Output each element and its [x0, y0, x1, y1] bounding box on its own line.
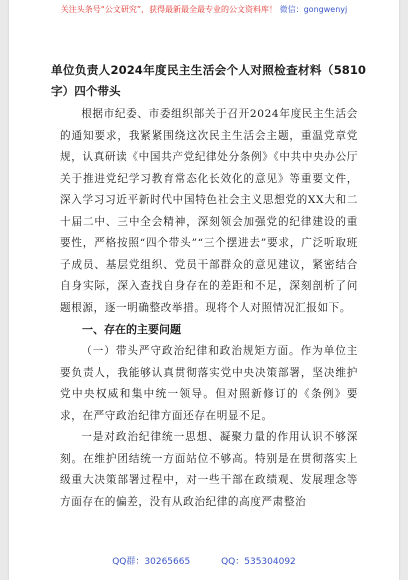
banner-promo-text: 关注头条号“公文研究”，获得最新最全最专业的公文资料库！: [60, 5, 278, 14]
top-banner: [9, 4, 399, 16]
intro-paragraph: 根据市纪委、市委组织部关于召开2024年度民主生活会的通知要求，我紧紧围绕这次民主生活会主题，重温党章党规，认真研读《中国共产党纪律处分条例》《中共中央办公厅关于推进党纪学习教育常态化长效化的意见》等重要文件，深入学习习近平新时代中国特色社会主义思想党的XX大和二十届二中、三中全会精神，深刻领会加强党的纪律建设的重要性，严格按照“四个带头”“三个摆进去”要求，广泛听取班子成员、基层党组织、党员干部群众的意见建议，紧密结合自身实际，深入查找自身存在的差距和不足，深刻剖析了问题根源，逐一明确整改举措。现将个人对照情况汇报如下。: [60, 108, 358, 314]
document-body: [51, 60, 366, 513]
section-paragraph: （一）带头严守政治纪律和政治规矩方面。作为单位主要负责人，我能够认真贯彻落实党中央决策部署，坚决维护党中央权威和集中统一领导。但对照新修订的《条例》要求，在严守政治纪律方面还存在明显不足。: [60, 345, 358, 422]
banner-wechat-text: 微信：gongwenyj: [277, 5, 348, 14]
footer-qq-group: QQ群：30265665: [112, 557, 191, 567]
section-heading: 一、存在的主要问题: [82, 323, 181, 336]
section-paragraph: 一是对政治纪律统一思想、凝聚力量的作用认识不够深刻。在维护团结统一方面站位不够高。特别是在贯彻落实上级重大决策部署过程中，对一些干部在政绩观、发展理念等方面存在的偏差，没有从政治纪律的高度严肃整治: [60, 431, 358, 508]
document-title: 单位负责人2024年度民主生活会个人对照检查材料（5810字）四个带头: [51, 63, 366, 98]
footer-contact: [9, 556, 399, 568]
footer-qq-number: QQ：535304092: [221, 557, 296, 567]
document-page: [9, 0, 399, 580]
